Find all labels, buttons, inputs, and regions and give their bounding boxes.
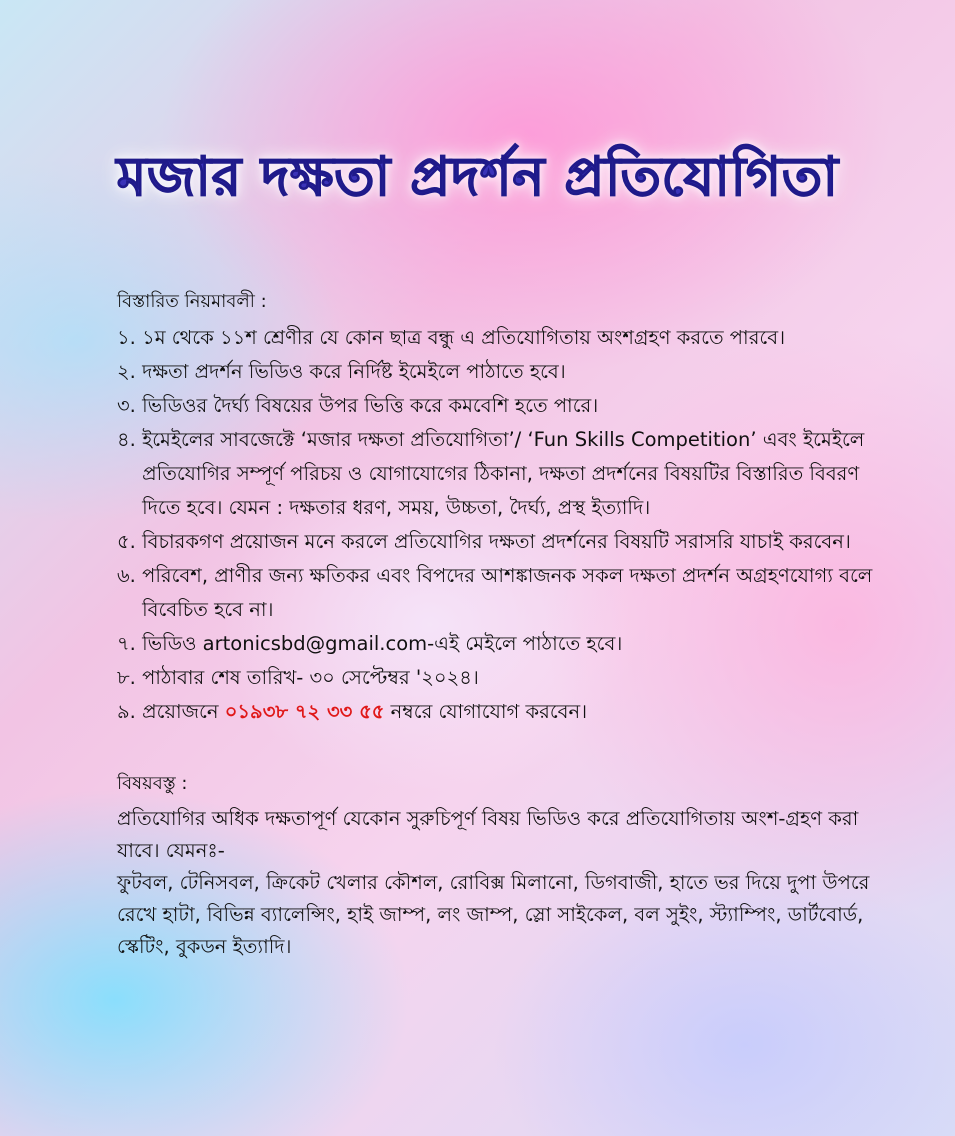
rule-text: ১ম থেকে ১১শ শ্রেণীর যে কোন ছাত্র বন্ধু এ প্রতিযোগিতায় অংশগ্রহণ করতে পারবে। [142, 326, 786, 349]
rule-text [142, 695, 897, 729]
contact-text-after: নম্বরে যোগাযোগ করবেন। [384, 700, 588, 723]
rule-text: দক্ষতা প্রদর্শন ভিডিও করে নির্দিষ্ট ইমেইলে পাঠাতে হবে। [142, 360, 566, 383]
phone-number: ০১৯৩৮ ৭২ ৩৩ ৫৫ [224, 700, 385, 723]
rule-item [117, 389, 897, 423]
section-gap [117, 729, 897, 769]
rule-item [117, 525, 897, 559]
rule-item-contact [117, 695, 897, 729]
rule-number: ৫. [117, 530, 143, 553]
rule-text: ভিডিওর দৈর্ঘ্য বিষয়ের উপর ভিত্তি করে কমবেশি হতে পারে। [142, 394, 599, 417]
rule-number: ২. [117, 360, 143, 383]
subject-intro: প্রতিযোগির অধিক দক্ষতাপূর্ণ যেকোন সুরুচিপূর্ণ বিষয় ভিডিও করে প্রতিযোগিতায় অংশ-গ্রহণ করা যাবে। যেমনঃ- [117, 807, 859, 862]
rule-number: ১. [117, 326, 143, 349]
rule-number: ৪. [117, 428, 143, 451]
rule-item [117, 321, 897, 355]
subject-examples: ফুটবল, টেনিসবল, ক্রিকেট খেলার কৌশল, রোবিক্স মিলানো, ডিগবাজী, হাতে ভর দিয়ে দুপা উপরে রেখে হাটা, বিভিন্ন ব্যালেন্সিং, হাই জাম্প, লং জাম্প, স্লো সাইকেল, বল সুইং, স্ট্যাম্পিং, ডার্টবোর্ড, স্কেটিং, বুকডন ইত্যাদি। [117, 871, 870, 958]
rule-number: ৭. [117, 632, 143, 655]
rule-number: ৮. [117, 666, 143, 689]
rule-text: পাঠাবার শেষ তারিখ- ৩০ সেপ্টেম্বর '২০২৪। [142, 666, 479, 689]
rule-number: ৬. [117, 564, 143, 587]
rule-item-email [117, 627, 897, 661]
rule-number: ৩. [117, 394, 143, 417]
poster-title: মজার দক্ষতা প্রদর্শন প্রতিযোগিতা [116, 145, 839, 208]
rule-item-deadline [117, 661, 897, 695]
rule-text: বিচারকগণ প্রয়োজন মনে করলে প্রতিযোগির দক্ষতা প্রদর্শনের বিষয়টি সরাসরি যাচাই করবেন। [142, 530, 851, 553]
contact-text-before: প্রয়োজনে [142, 700, 225, 723]
rule-text: ইমেইলের সাবজেক্টে ‘মজার দক্ষতা প্রতিযোগিতা’/ ‘Fun Skills Competition’ এবং ইমেইলে প্রতিযোগির সম্পূর্ণ পরিচয় ও যোগাযোগের ঠিকানা, দক্ষতা প্রদর্শনের বিষয়টির বিস্তারিত বিবরণ দিতে হবে। যেমন : দক্ষতার ধরণ, সময়, উচ্চতা, দৈর্ঘ্য, প্রস্থ ইত্যাদি। [142, 428, 865, 519]
rule-text: ভিডিও artonicsbd@gmail.com-এই মেইলে পাঠাতে হবে। [142, 632, 623, 655]
poster-content [117, 287, 897, 963]
rule-item [117, 355, 897, 389]
rule-item [117, 423, 897, 525]
rules-heading: বিস্তারিত নিয়মাবলী : [117, 291, 267, 312]
rule-item [117, 559, 897, 627]
rule-text: পরিবেশ, প্রাণীর জন্য ক্ষতিকর এবং বিপদের আশঙ্কাজনক সকল দক্ষতা প্রদর্শন অগ্রহণযোগ্য বলে বিবেচিত হবে না। [142, 564, 873, 621]
subject-heading: বিষয়বস্তু : [117, 773, 188, 794]
rule-number: ৯. [117, 700, 143, 723]
